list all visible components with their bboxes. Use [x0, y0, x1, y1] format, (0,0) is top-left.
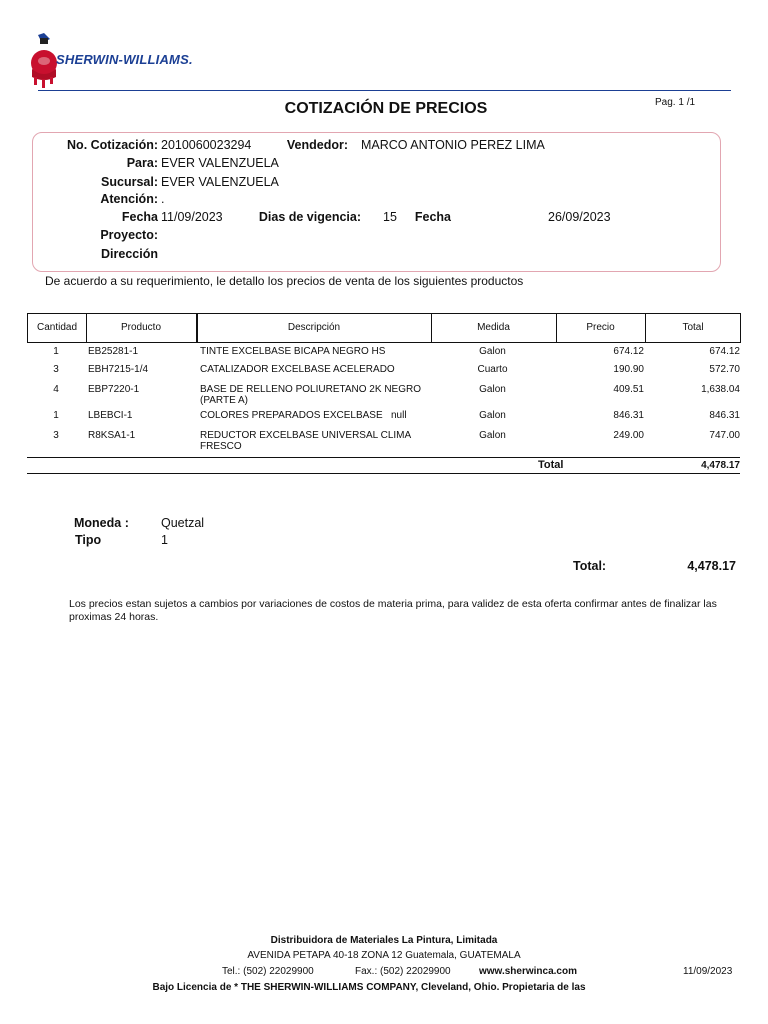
row-medida: Galon	[479, 430, 506, 441]
table-total-label: Total	[538, 459, 564, 471]
fecha-label: Fecha	[121, 210, 158, 224]
row-cantidad: 1	[53, 346, 59, 357]
col-precio: Precio	[586, 322, 615, 333]
page-number: Pag. 1 /1	[655, 97, 696, 108]
fecha-vencimiento-value: 26/09/2023	[548, 210, 611, 224]
page-title: COTIZACIÓN DE PRECIOS	[284, 100, 488, 117]
row-precio: 674.12	[613, 346, 644, 357]
row-cantidad: 4	[53, 384, 59, 395]
proyecto-label: Proyecto:	[100, 228, 158, 242]
vigencia-label: Dias de vigencia:	[258, 210, 361, 224]
atencion-value: .	[161, 192, 165, 206]
sucursal-label: Sucursal:	[101, 175, 158, 189]
row-medida: Cuarto	[477, 364, 508, 375]
table-total-value: 4,478.17	[701, 460, 740, 471]
grand-total-label: Total:	[573, 559, 607, 573]
tipo-label: Tipo	[75, 533, 102, 547]
row-total: 674.12	[709, 346, 740, 357]
row-descripcion: TINTE EXCELBASE BICAPA NEGRO HS	[200, 346, 386, 357]
row-total: 846.31	[709, 410, 740, 421]
row-descripcion: COLORES PREPARADOS EXCELBASE null	[200, 410, 407, 421]
row-cantidad: 1	[53, 410, 59, 421]
row-producto: EBH7215-1/4	[88, 364, 149, 375]
footer-date: 11/09/2023	[683, 966, 733, 977]
intro-text: De acuerdo a su requerimiento, le detallo los precios de venta de los siguientes productos	[45, 274, 524, 288]
brand-name: SHERWIN-WILLIAMS.	[56, 52, 193, 67]
row-producto: R8KSA1-1	[88, 430, 136, 441]
col-total: Total	[682, 322, 704, 333]
vendedor-value: MARCO ANTONIO PEREZ LIMA	[361, 138, 545, 152]
table-total-rule-top	[27, 457, 740, 458]
row-total: 572.70	[709, 364, 740, 375]
moneda-label: Moneda :	[74, 516, 129, 530]
disclaimer-text: Los precios estan sujetos a cambios por variaciones de costos de materia prima, para validez de esta oferta confirmar antes de finalizar las proximas 24 horas.	[69, 598, 717, 623]
table-total-rule-bottom	[27, 473, 740, 474]
row-precio: 190.90	[613, 364, 644, 375]
cotizacion-value: 2010060023294	[161, 138, 252, 152]
row-medida: Galon	[479, 384, 506, 395]
footer-tel: Tel.: (502) 22029900	[222, 966, 314, 977]
row-total: 747.00	[709, 430, 740, 441]
row-medida: Galon	[479, 410, 506, 421]
row-cantidad: 3	[53, 430, 59, 441]
vigencia-value: 15	[383, 210, 397, 224]
fecha-value: 11/09/2023	[161, 210, 223, 224]
sucursal-value: EVER VALENZUELA	[161, 175, 279, 189]
footer-address: AVENIDA PETAPA 40-18 ZONA 12 Guatemala, GUATEMALA	[247, 950, 521, 961]
para-value: EVER VALENZUELA	[161, 156, 279, 170]
cotizacion-label: No. Cotización:	[67, 138, 158, 152]
row-medida: Galon	[479, 346, 506, 357]
tipo-value: 1	[161, 533, 168, 547]
para-label: Para:	[126, 156, 158, 170]
row-total: 1,638.04	[701, 384, 740, 395]
fecha-vencimiento-label: Fecha	[414, 210, 451, 224]
col-descripcion: Descripción	[287, 322, 341, 333]
row-descripcion: CATALIZADOR EXCELBASE ACELERADO	[200, 364, 395, 375]
atencion-label: Atención:	[100, 192, 158, 206]
footer-website-link[interactable]: www.sherwinca.com	[479, 966, 577, 977]
row-producto: LBEBCI-1	[88, 410, 133, 421]
col-producto: Producto	[120, 322, 162, 333]
row-cantidad: 3	[53, 364, 59, 375]
grand-total-value: 4,478.17	[687, 559, 736, 573]
footer-fax: Fax.: (502) 22029900	[355, 966, 451, 977]
header-rule	[38, 90, 731, 91]
footer-license: Bajo Licencia de * THE SHERWIN-WILLIAMS COMPANY, Cleveland, Ohio. Propietaria de las	[152, 982, 586, 993]
row-precio: 249.00	[613, 430, 644, 441]
row-precio: 409.51	[613, 384, 644, 395]
vendedor-label: Vendedor:	[286, 138, 348, 152]
row-descripcion: BASE DE RELLENO POLIURETANO 2K NEGRO (PARTE A)	[200, 384, 421, 406]
row-producto: EBP7220-1	[88, 384, 140, 395]
row-descripcion: REDUCTOR EXCELBASE UNIVERSAL CLIMA FRESCO	[200, 430, 411, 452]
footer-company: Distribuidora de Materiales La Pintura, Limitada	[270, 935, 498, 946]
col-cantidad: Cantidad	[36, 322, 78, 333]
direccion-label: Dirección	[101, 247, 158, 261]
table-header	[27, 313, 741, 343]
row-precio: 846.31	[613, 410, 644, 421]
col-medida: Medida	[477, 322, 510, 333]
row-producto: EB25281-1	[88, 346, 139, 357]
moneda-value: Quetzal	[161, 516, 205, 530]
